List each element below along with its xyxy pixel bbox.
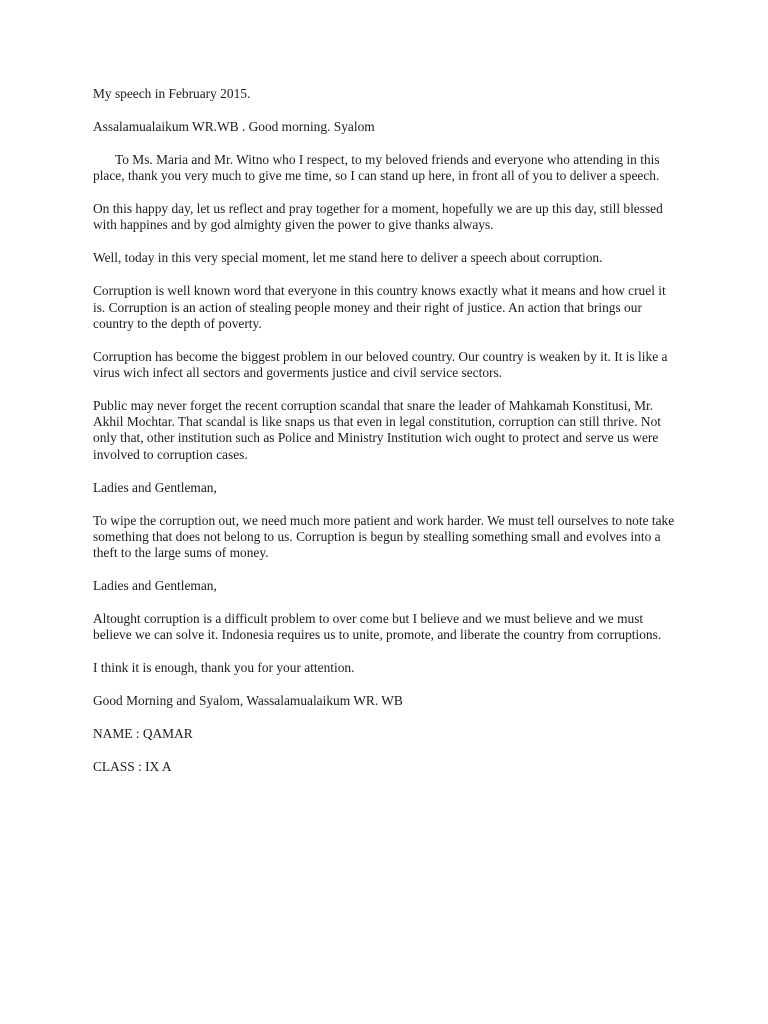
greeting-line: Assalamualaikum WR.WB . Good morning. Syalom: [93, 119, 375, 134]
paragraph-closing: I think it is enough, thank you for your attention.: [93, 660, 355, 676]
farewell-line: Good Morning and Syalom, Wassalamualaikum WR. WB: [93, 693, 403, 709]
paragraph-opening: To Ms. Maria and Mr. Witno who I respect, to my beloved friends and everyone who attending in this place, thank you very much to give me time, so I can stand up here, in front all of you to deliver a speech.: [93, 152, 660, 184]
paragraph-scandal: Public may never forget the recent corruption scandal that snare the leader of Mahkamah Konstitusi, Mr. Akhil Mochtar. That scandal is like snaps us that even in legal constitution, corruption can still thrive. Not only that, other institution such as Police and Ministry Institution wich ought to protect and serve us were involved to corruption cases.: [93, 398, 662, 462]
address-line: Ladies and Gentleman,: [93, 479, 217, 495]
class-line: CLASS : IX A: [93, 759, 172, 775]
speech-document: [93, 86, 678, 792]
paragraph-belief: Altought corruption is a difficult problem to over come but I believe and we must believe and we must believe we can solve it. Indonesia requires us to unite, promote, and liberate the country from corruptions.: [93, 611, 662, 643]
paragraph-solution: To wipe the corruption out, we need much more patient and work harder. We must tell ourselves to note take something that does not belong to us. Corruption is begun by stealling something small and evolves into a theft to the large sums of money.: [93, 512, 675, 561]
paragraph-problem: Corruption has become the biggest problem in our beloved country. Our country is weaken by it. It is like a virus wich infect all sectors and goverments justice and civil service sectors.: [93, 348, 668, 381]
address-line: Ladies and Gentleman,: [93, 578, 217, 594]
paragraph-definition: Corruption is well known word that everyone in this country knows exactly what it means and how cruel it is. Corruption is an action of stealing people money and their right of justice. An action that brings our country to the depth of poverty.: [93, 283, 666, 331]
paragraph-reflection: On this happy day, let us reflect and pray together for a moment, hopefully we are up this day, still blessed with happines and by god almighty given the power to give thanks always.: [93, 201, 663, 233]
paragraph-introduction: Well, today in this very special moment, let me stand here to deliver a speech about corruption.: [93, 250, 603, 266]
name-line: NAME : QAMAR: [93, 726, 193, 742]
document-heading: My speech in February 2015.: [93, 86, 251, 101]
